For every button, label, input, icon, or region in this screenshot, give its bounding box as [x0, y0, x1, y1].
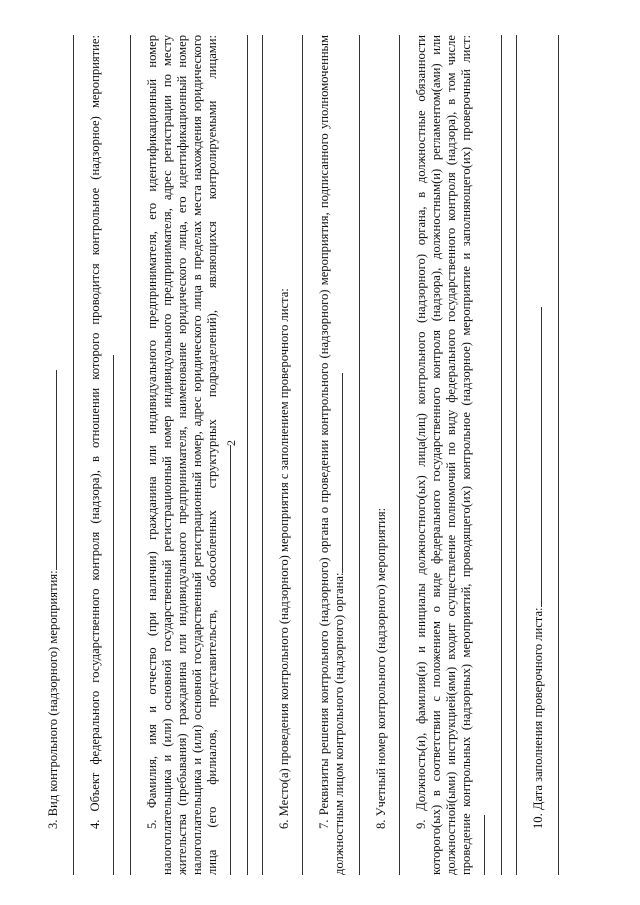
page-number: 2 [224, 440, 238, 446]
item-4-fill-line [113, 355, 114, 875]
item-3-fill-line [56, 370, 57, 570]
item-7-fill-line [342, 373, 343, 573]
item-8-text: 8. Учетный номер контрольного (надзорного) мероприятия: [374, 507, 388, 829]
item-6-line [302, 35, 303, 875]
item-5-line-1 [247, 35, 248, 875]
item-5-line-2 [262, 35, 263, 875]
item-7 [317, 35, 360, 875]
item-3 [46, 35, 74, 875]
item-10 [531, 35, 559, 875]
item-10-text: 10. Дата заполнения проверочного листа: [531, 607, 545, 829]
item-8-line [399, 35, 400, 875]
item-3-line [73, 35, 74, 875]
item-7-line [359, 35, 360, 875]
item-7-text: 7. Реквизиты решения контрольного (надзорного) органа о проведении контрольного (надзорного) мероприятия, подписанного уполномоченным должностным лицом контрольного (надзорного) органа: [317, 35, 346, 875]
item-5-fill-line [230, 445, 231, 875]
item-8 [374, 35, 400, 875]
item-6 [277, 35, 303, 875]
item-9-line-2 [516, 35, 517, 875]
item-5 [145, 35, 263, 875]
document-body [42, 35, 592, 875]
item-10-fill-line [541, 307, 542, 607]
item-9-text: 9. Должность(и), фамилия(и) и инициалы должностного(ых) лица(лиц) контрольного (надзорного) органа, в должностные обязанности которого(ых) в соответствии с положением о виде федерального государственного контроля (надзора), должностным(и) регламентом(ами) или должностной(ыми) инструкцией(ями) входит осуществление полномочий по виду федерального государственного контроля (надзора), в том числе проведение контрольных (надзорных) мероприятий, проводящего(их) контрольное (надзорное) мероприятие и заполняющего(их) проверочный лист: [414, 35, 473, 875]
item-9-line-1 [501, 35, 502, 875]
item-4-line [130, 35, 131, 875]
item-6-text: 6. Место(а) проведения контрольного (надзорного) мероприятия с заполнением проверочного листа: [277, 288, 291, 829]
item-3-text: 3. Вид контрольного (надзорного) мероприятия: [46, 570, 60, 829]
item-4 [88, 35, 131, 875]
item-9 [414, 35, 517, 875]
item-4-text: 4. Объект федерального государственного контроля (надзора), в отношении которого проводится контрольное (надзорное) мероприятие: [88, 35, 102, 829]
item-9-fill-line [484, 815, 485, 875]
item-10-line [558, 35, 559, 875]
item-5-text: 5. Фамилия, имя и отчество (при наличии) гражданина или индивидуального предпринимателя, его идентификационный номер налогоплательщика и (или) основной государственный регистрационный номер индивидуального предпринимателя, адрес регистрации по месту жительства (пребывания) гражданина или индивидуального предпринимателя, наименование юридического лица, его идентификационный номер налогоплательщика и (или) основной государственный регистрационный номер, адрес юридического лица в пределах места нахождения юридического лица (его филиалов, представительств, обособленных структурных подразделений), являющихся контролируемыми лицами: [145, 35, 219, 875]
